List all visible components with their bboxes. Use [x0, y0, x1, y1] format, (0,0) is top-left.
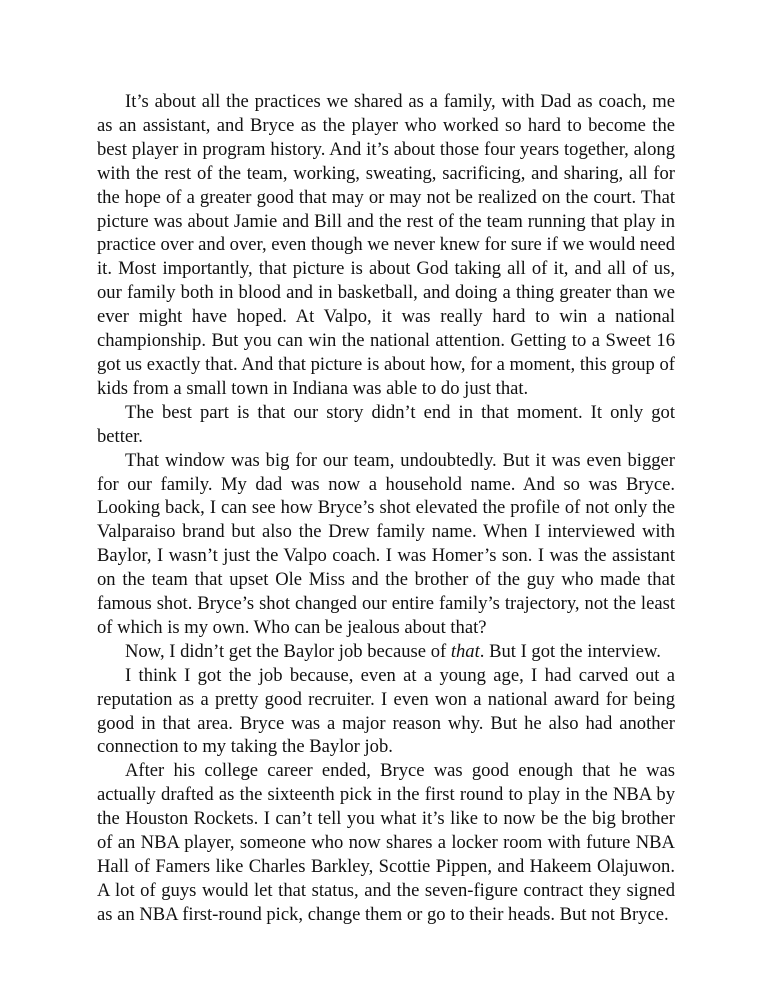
paragraph-4-text-b: . But I got the interview. — [479, 640, 661, 662]
paragraph-2 — [97, 401, 675, 449]
paragraph-3-text: That window was big for our team, undoubtedly. But it was even bigger for our family. My dad was now a household name. And so was Bryce. Looking back, I can see how Bryce’s shot elevated the profile of not only the Valparaiso brand but also the Drew family name. When I interviewed with Baylor, I wasn’t just the Valpo coach. I was Homer’s son. I was the assistant on the team that upset Ole Miss and the brother of the guy who made that famous shot. Bryce’s shot changed our entire family’s trajectory, not the least of which is my own. Who can be jealous about that? — [97, 449, 675, 638]
paragraph-6-text: After his college career ended, Bryce was good enough that he was actually drafted as the sixteenth pick in the first round to play in the NBA by the Houston Rockets. I can’t tell you what it’s like to now be the big brother of an NBA player, someone who now shares a locker room with future NBA Hall of Famers like Charles Barkley, Scottie Pippen, and Hakeem Olajuwon. A lot of guys would let that status, and the seven-figure contract they signed as an NBA first-round pick, change them or go to their heads. But not Bryce. — [97, 760, 675, 925]
paragraph-5-text: I think I got the job because, even at a young age, I had carved out a reputation as a pretty good recruiter. I even won a national award for being good in that area. Bryce was a major reason why. But he also had another connection to my taking the Baylor job. — [97, 664, 675, 758]
paragraph-2-text: The best part is that our story didn’t end in that moment. It only got better. — [97, 401, 675, 447]
paragraph-4 — [97, 640, 675, 664]
book-page — [97, 90, 675, 927]
paragraph-1 — [97, 90, 675, 401]
paragraph-5 — [97, 664, 675, 760]
paragraph-1-text: It’s about all the practices we shared as a family, with Dad as coach, me as an assistant, and Bryce as the player who worked so hard to become the best player in program history. And it’s about those four years together, along with the rest of the team, working, sweating, sacrificing, and sharing, all for the hope of a greater good that may or may not be realized on the court. That picture was about Jamie and Bill and the rest of the team running that play in practice over and over, even though we never knew for sure if we would need it. Most importantly, that picture is about God taking all of it, and all of us, our family both in blood and in basketball, and doing a thing greater than we ever might have hoped. At Valpo, it was really hard to win a national championship. But you can win the national attention. Getting to a Sweet 16 got us exactly that. And that picture is about how, for a moment, this group of kids from a small town in Indiana was able to do just that. — [97, 91, 676, 399]
paragraph-4-emphasis: that — [450, 640, 480, 662]
paragraph-4-text-a: Now, I didn’t get the Baylor job because of — [125, 640, 451, 662]
paragraph-3 — [97, 449, 675, 640]
paragraph-6 — [97, 759, 675, 926]
